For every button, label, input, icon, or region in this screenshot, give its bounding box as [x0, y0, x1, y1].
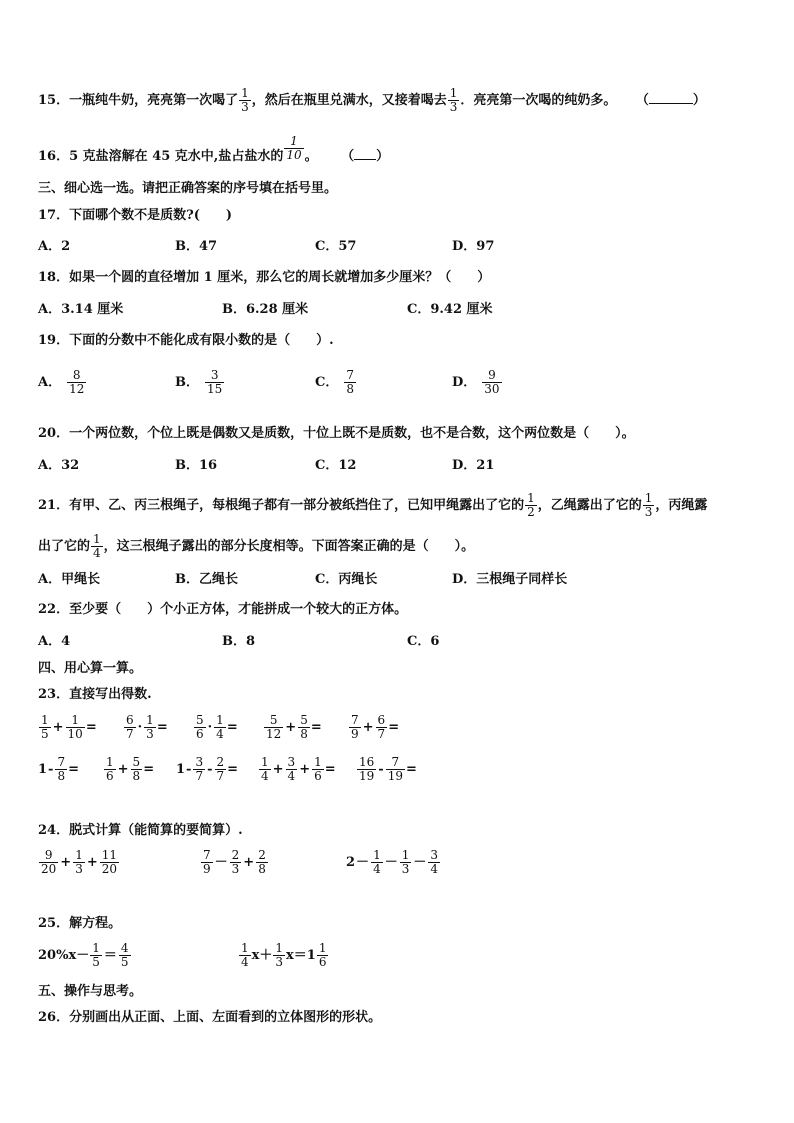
expression: $\frac{5}{6}$ · $\frac{1}{4}$ =: [196, 713, 238, 741]
question-18: 18．如果一个圆的直径增加 1 厘米，那么它的周长就增加多少厘米？（ ）: [38, 270, 491, 285]
section-5-heading: 五、操作与思考。: [38, 984, 143, 999]
question-25: 25．解方程。: [38, 916, 122, 931]
expression: $\frac{16}{19}$ - $\frac{7}{19}$ =: [359, 755, 417, 783]
section-3-heading: 三、细心选一选。请把正确答案的序号填在括号里。: [38, 181, 338, 196]
question-21-cont: 出了它的 $\frac{1}{4}$ ，这三根绳子露出的部分长度相等。下面答案正确的是（ ）。: [38, 532, 475, 560]
equation: 20%x－ $\frac{1}{5}$ ＝ $\frac{4}{5}$: [38, 941, 129, 969]
question-17: 17．下面哪个数不是质数?( ): [38, 208, 233, 223]
option-d[interactable]: D．97: [452, 239, 495, 254]
question-20: 20．一个两位数，个位上既是偶数又是质数，十位上既不是质数，也不是合数，这个两位数是（ ）。: [38, 426, 635, 441]
option-a[interactable]: A．2: [38, 239, 71, 254]
question-24: 24．脱式计算（能简算的要简算）.: [38, 823, 243, 838]
option-b[interactable]: B．乙绳长: [175, 572, 238, 587]
option-c[interactable]: C．9.42 厘米: [407, 302, 493, 317]
expression: $\frac{6}{7}$ · $\frac{1}{3}$ =: [126, 713, 168, 741]
option-d[interactable]: D．21: [452, 458, 495, 473]
expression: $\frac{9}{20}$ + $\frac{1}{3}$ + $\frac{11}{20}$: [41, 848, 118, 876]
option-b[interactable]: B．16: [175, 458, 218, 473]
fraction: $\frac{1}{3}$: [449, 86, 458, 114]
expression: 1 - $\frac{3}{7}$ - $\frac{2}{7}$ =: [176, 755, 239, 783]
option-c[interactable]: C．丙绳长: [315, 572, 378, 587]
expression: $\frac{1}{4}$ + $\frac{3}{4}$ + $\frac{1}{6}$ =: [261, 755, 336, 783]
question-23: 23．直接写出得数.: [38, 687, 152, 702]
question-19: 19．下面的分数中不能化成有限小数的是（ ）.: [38, 333, 334, 348]
expression: $\frac{1}{5}$ + $\frac{1}{10}$ =: [41, 713, 97, 741]
equation: $\frac{1}{4}$ x＋ $\frac{1}{3}$ x＝1 $\frac{1}{6}$: [241, 941, 327, 969]
fraction: $\frac{1}{10}$: [286, 134, 302, 162]
option-a[interactable]: A．甲绳长: [38, 572, 101, 587]
question-15: 15．一瓶纯牛奶，亮亮第一次喝了 $\frac{1}{3}$ ，然后在瓶里兑满水，又接着喝去 $\frac{1}{3}$ ．亮亮第一次喝的纯奶多。 （ ）: [38, 86, 706, 114]
question-22: 22．至少要（ ）个小正方体，才能拼成一个较大的正方体。: [38, 602, 408, 617]
question-16: 16．5 克盐溶解在 45 克水中,盐占盐水的 $\frac{1}{10}$ 。 （ ）: [38, 134, 390, 164]
answer-blank[interactable]: [354, 147, 376, 160]
expression: $\frac{7}{9}$ + $\frac{6}{7}$ =: [351, 713, 400, 741]
option-b[interactable]: B．6.28 厘米: [222, 302, 309, 317]
question-21: 21．有甲、乙、丙三根绳子，每根绳子都有一部分被纸挡住了，已知甲绳露出了它的 $\frac{1}{2}$ ，乙绳露出了它的 $\frac{1}{3}$ ，丙绳露: [38, 491, 708, 519]
option-b[interactable]: B．8: [222, 634, 256, 649]
expression: $\frac{5}{12}$ + $\frac{5}{8}$ =: [266, 713, 322, 741]
question-26: 26．分别画出从正面、上面、左面看到的立体图形的形状。: [38, 1010, 382, 1025]
option-d[interactable]: D． $\frac{9}{30}$: [452, 368, 500, 396]
expression: 1 - $\frac{7}{8}$ =: [38, 755, 79, 783]
option-b[interactable]: B．47: [175, 239, 218, 254]
option-b[interactable]: B． $\frac{3}{15}$: [175, 368, 223, 396]
option-c[interactable]: C．57: [315, 239, 357, 254]
option-d[interactable]: D．三根绳子同样长: [452, 572, 568, 587]
expression: $\frac{7}{9}$ － $\frac{2}{3}$ + $\frac{2}{8}$: [203, 848, 266, 876]
option-c[interactable]: C．12: [315, 458, 357, 473]
option-c[interactable]: C．6: [407, 634, 440, 649]
section-4-heading: 四、用心算一算。: [38, 661, 143, 676]
option-c[interactable]: C． $\frac{7}{8}$: [315, 368, 354, 396]
expression: $\frac{1}{6}$ + $\frac{5}{8}$ =: [106, 755, 155, 783]
option-a[interactable]: A． $\frac{8}{12}$: [38, 368, 85, 396]
answer-blank[interactable]: [649, 91, 693, 104]
fraction: $\frac{1}{3}$: [241, 86, 249, 114]
option-a[interactable]: A．3.14 厘米: [38, 302, 124, 317]
option-a[interactable]: A．32: [38, 458, 80, 473]
expression: 2 － $\frac{1}{4}$ － $\frac{1}{3}$ － $\frac{3}{4}$: [346, 848, 439, 876]
option-a[interactable]: A．4: [38, 634, 71, 649]
